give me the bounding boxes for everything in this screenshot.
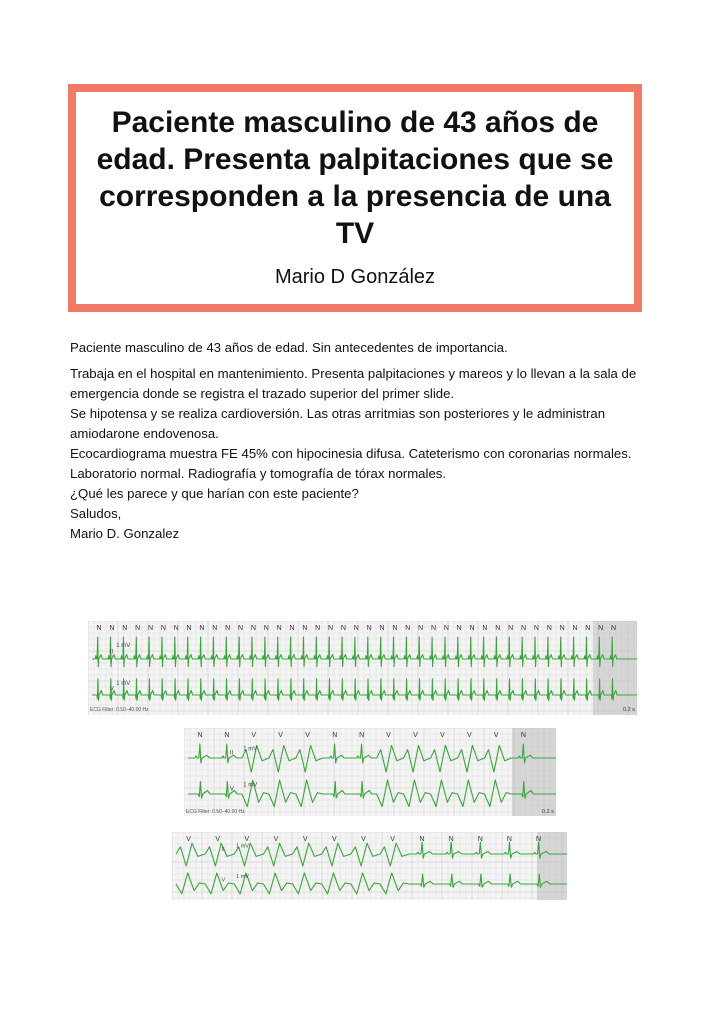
ecg-beat-label: N [340, 625, 346, 632]
ecg-beat-label: N [212, 625, 218, 632]
ecg-shaded-segment [512, 728, 556, 816]
ecg-beat-label: N [353, 625, 359, 632]
ecg-beat-label: V [305, 732, 310, 739]
ecg-lead-label: V [109, 686, 114, 693]
ecg-grid [88, 621, 637, 715]
ecg-strip-1 [88, 621, 637, 715]
ecg-scale-label: 1 mV [116, 642, 131, 649]
ecg-trace-lead-v [92, 679, 637, 701]
ecg-beat-label: N [263, 625, 269, 632]
ecg-scale-label: 1 mV [243, 746, 258, 753]
ecg-beat-label: N [237, 625, 244, 632]
ecg-time-scale: 0.2 s [623, 707, 635, 713]
ecg-beat-label: N [585, 625, 591, 632]
ecg-beat-label: V [440, 732, 445, 739]
ecg-lead-label: II [221, 847, 225, 853]
ecg-shaded-segment [593, 621, 637, 715]
ecg-beat-label: V [244, 836, 250, 843]
ecg-beat-label: N [456, 625, 462, 632]
ecg-beat-label: V [493, 732, 499, 739]
ecg-beat-label: N [598, 625, 604, 632]
ecg-beat-label: N [448, 836, 454, 843]
ecg-beat-label: N [315, 625, 321, 632]
ecg-trace-lead-v [176, 873, 567, 894]
ecg-beat-label: N [224, 732, 230, 739]
ecg-beat-label: N [225, 625, 231, 632]
ecg-beat-label: N [302, 625, 308, 632]
ecg-beat-label: N [122, 625, 128, 632]
ecg-beat-label: V [302, 836, 308, 843]
page-title: Paciente masculino de 43 años de edad. Presenta palpitaciones que se corresponden a la presencia de una TV [96, 106, 614, 250]
ecg-beat-label: N [469, 625, 475, 632]
ecg-trace-lead-ii [92, 637, 637, 667]
ecg-beat-label: N [109, 625, 115, 632]
paragraph-echo: Ecocardiograma muestra FE 45% con hipocinesia difusa. Cateterismo con coronarias normales. [70, 446, 632, 461]
ecg-beat-label: N [443, 625, 449, 632]
ecg-strip-3 [172, 832, 567, 900]
ecg-time-scale: 0.2 s [542, 809, 554, 815]
ecg-scale-label: 1 mV [243, 782, 258, 789]
ecg-lead-label: V [229, 786, 234, 793]
paragraph-greeting: Saludos, [70, 506, 122, 521]
ecg-lead-label: V [221, 877, 226, 884]
paragraph-lab: Laboratorio normal. Radiografía y tomografía de tórax normales. [70, 466, 447, 481]
ecg-beat-label: N [572, 625, 578, 632]
ecg-beat-label: N [328, 625, 334, 632]
paragraph-question: ¿Qué les parece y que harían con este paciente? [70, 486, 359, 501]
ecg-beat-label: N [135, 625, 141, 632]
ecg-beat-label: N [392, 625, 398, 632]
title-box [68, 84, 642, 312]
ecg-beat-label: N [520, 625, 527, 632]
ecg-beat-label: N [495, 625, 501, 632]
ecg-beat-label: N [289, 625, 295, 632]
ecg-filter-text: ECG Filter: 0.50–40.00 Hz [186, 809, 245, 815]
ecg-beat-label: N [536, 836, 542, 843]
ecg-shaded-segment [537, 832, 567, 900]
ecg-beat-label: N [520, 732, 526, 739]
ecg-beat-label: N [276, 625, 282, 632]
ecg-beat-label: V [361, 836, 366, 843]
ecg-beat-label: N [430, 625, 437, 632]
ecg-beat-label: N [160, 625, 166, 632]
ecg-scale-label: 1 mV [116, 681, 131, 688]
ecg-beat-label: N [418, 625, 424, 632]
ecg-beat-label: N [482, 625, 488, 632]
ecg-strip-2 [184, 728, 556, 816]
ecg-beat-label: N [559, 625, 565, 632]
ecg-beat-label: N [477, 836, 483, 843]
ecg-beat-label: N [546, 625, 552, 632]
ecg-beat-label: N [96, 625, 102, 632]
ecg-beat-label: N [173, 625, 179, 632]
case-description [70, 338, 660, 544]
ecg-beat-label: N [197, 732, 203, 739]
ecg-lead-label: II [229, 750, 234, 757]
ecg-beat-label: V [278, 732, 283, 739]
ecg-beat-label: N [250, 625, 256, 632]
ecg-beat-label: N [533, 625, 539, 632]
ecg-grid [184, 728, 556, 816]
ecg-beat-label: V [386, 732, 391, 739]
ecg-beat-label: V [186, 836, 191, 843]
ecg-strip-svg [184, 728, 556, 816]
ecg-beat-label: V [466, 732, 472, 739]
ecg-trace-lead-ii [176, 842, 567, 866]
ecg-beat-label: N [332, 732, 338, 739]
ecg-beat-label: V [273, 836, 279, 843]
ecg-beat-label: N [379, 625, 385, 632]
author-name: Mario D González [274, 266, 436, 288]
ecg-beat-label: V [215, 836, 221, 843]
ecg-beat-label: N [506, 836, 512, 843]
ecg-beat-label: N [611, 625, 617, 632]
ecg-scale-label: 1 mV [236, 873, 249, 880]
ecg-beat-label: N [405, 625, 411, 632]
ecg-beat-label: V [251, 732, 257, 739]
ecg-beat-label: V [331, 836, 337, 843]
paragraph-intro: Paciente masculino de 43 años de edad. Sin antecedentes de importancia. [70, 340, 508, 355]
ecg-beat-label: N [147, 625, 154, 632]
ecg-lead-label: II [109, 649, 114, 656]
ecg-scale-label: 1 mV [236, 843, 249, 850]
ecg-beat-label: V [390, 836, 395, 843]
ecg-strip-svg [88, 621, 637, 715]
ecg-beat-label: N [366, 625, 372, 632]
paragraph-work: Trabaja en el hospital en mantenimiento. Presenta palpitaciones y mareos y lo llevan a la sala de emergencia donde se registra el trazado superior del primer slide. [70, 366, 637, 401]
ecg-beat-label: V [413, 732, 418, 739]
ecg-beat-label: N [419, 836, 425, 843]
ecg-filter-text: ECG Filter: 0.50–40.00 Hz [90, 707, 149, 713]
ecg-strip-svg [172, 832, 567, 900]
ecg-beat-label: N [508, 625, 514, 632]
paragraph-signature: Mario D. Gonzalez [70, 526, 180, 541]
ecg-beat-label: N [186, 625, 192, 632]
ecg-beat-label: N [359, 732, 365, 739]
paragraph-cardioversion: Se hipotensa y se realiza cardioversión. Las otras arritmias son posteriores y le administran amiodarone endovenosa. [70, 406, 606, 441]
ecg-beat-label: N [199, 625, 205, 632]
